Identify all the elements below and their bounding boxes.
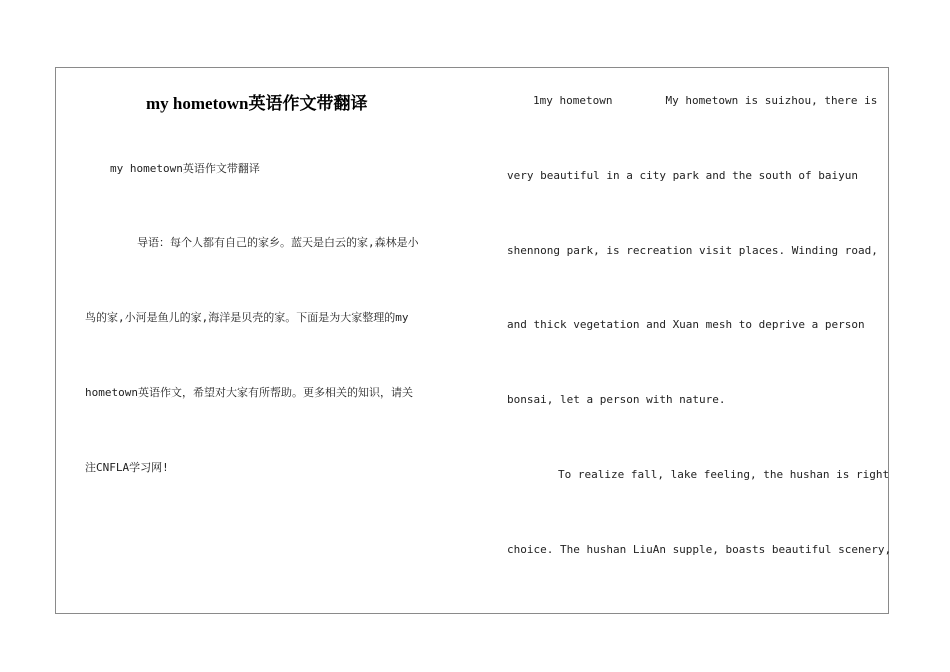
intro-line-1: 导语：每个人都有自己的家乡。蓝天是白云的家,森林是小 (137, 236, 419, 249)
essay-line-2: very beautiful in a city park and the south of baiyun (507, 169, 858, 182)
intro-line-2: 鸟的家,小河是鱼儿的家,海洋是贝壳的家。下面是为大家整理的my (85, 311, 409, 324)
essay-line-4: and thick vegetation and Xuan mesh to deprive a person (507, 318, 865, 331)
essay-line-7: choice. The hushan LiuAn supple, boasts beautiful scenery, (507, 543, 892, 556)
page-border (55, 67, 892, 614)
essay-line-3: shennong park, is recreation visit places. Winding road, (507, 244, 878, 257)
intro-line-3: hometown英语作文，希望对大家有所帮助。更多相关的知识，请关 (85, 386, 413, 399)
essay-line-1: 1my hometown My hometown is suizhou, there is (533, 94, 878, 107)
subtitle-line: my hometown英语作文带翻译 (110, 162, 260, 175)
essay-line-6: To realize fall, lake feeling, the hushan is right (558, 468, 890, 481)
document-title: my hometown英语作文带翻译 (146, 94, 368, 113)
intro-line-4: 注CNFLA学习网! (85, 461, 169, 474)
essay-line-5: bonsai, let a person with nature. (507, 393, 726, 406)
